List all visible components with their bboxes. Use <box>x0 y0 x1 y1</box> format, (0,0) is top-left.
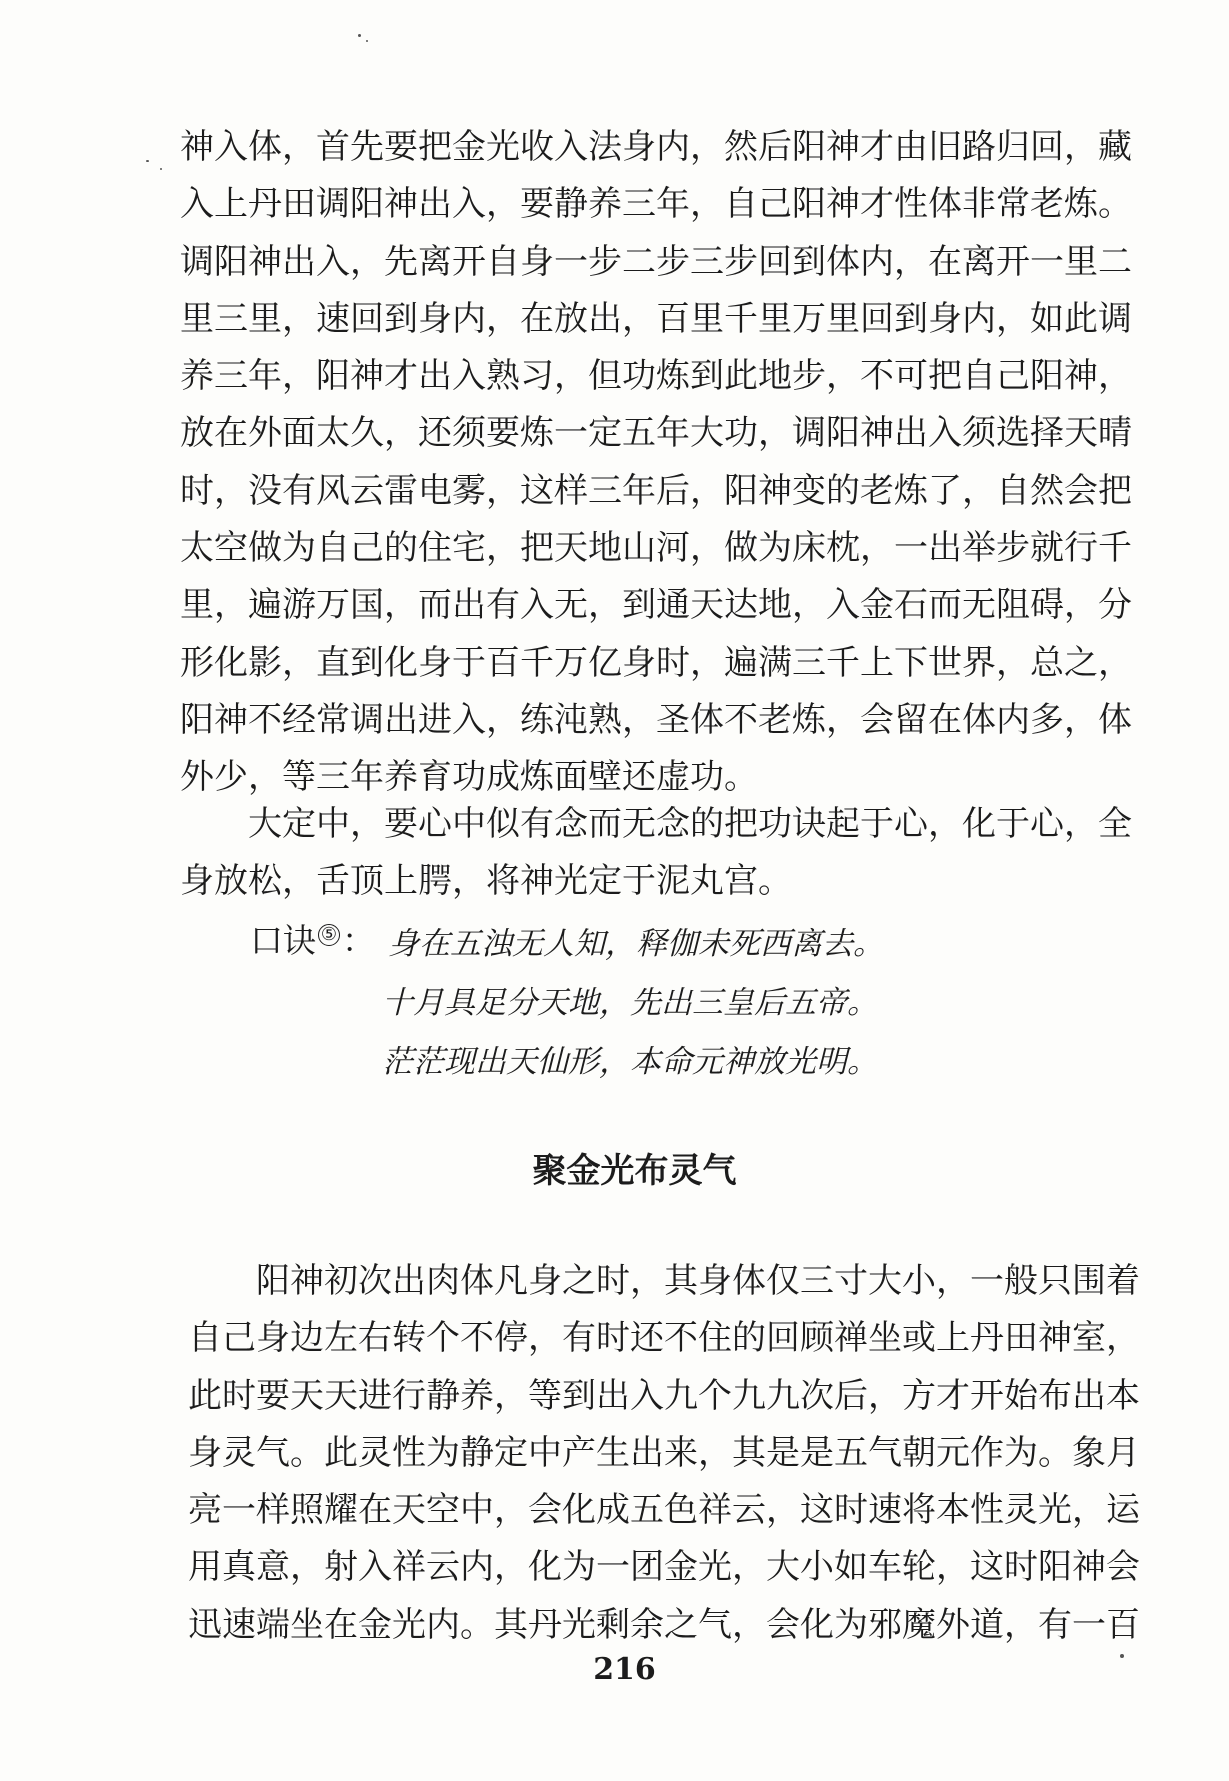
section-title: 聚金光布灵气 <box>532 1151 737 1191</box>
verse-line: 茫茫现出天仙形，本命元神放光明。 <box>382 1044 878 1080</box>
text-line: 此时要天天进行静养，等到出入九个九九次后，方才开始布出本 <box>188 1375 1140 1416</box>
text-line: 阳神不经常调出进入，练沌熟，圣体不老炼，会留在体内多，体 <box>180 699 1132 740</box>
text-line: 太空做为自己的住宅，把天地山河，做为床枕，一出举步就行千 <box>180 528 1132 569</box>
paragraph-2 <box>180 796 1132 911</box>
text-line: 形化影，直到化身于百千万亿身时，遍满三千上下世界，总之， <box>180 642 1132 683</box>
text-line: 外少，等三年养育功成炼面壁还虚功。 <box>180 757 758 798</box>
verse-line: 十月具足分天地，先出三皇后五帝。 <box>382 985 878 1021</box>
text-line: 用真意，射入祥云内，化为一团金光，大小如车轮，这时阳神会 <box>188 1547 1140 1588</box>
text-line: 入上丹田调阳神出入，要静养三年，自己阳神才性体非常老炼。 <box>180 184 1132 225</box>
scan-speck <box>146 160 149 162</box>
scan-speck <box>358 34 361 37</box>
text-line: 放在外面太久，还须要炼一定五年大功，调阳神出入须选择天晴 <box>180 413 1132 454</box>
text-line: 身放松，舌顶上腭，将神光定于泥丸宫。 <box>180 861 792 902</box>
verse-label-text: 口诀 <box>250 921 316 960</box>
text-line: 身灵气。此灵性为静定中产生出来，其是是五气朝元作为。象月 <box>188 1432 1140 1473</box>
text-line: 迅速端坐在金光内。其丹光剩余之气，会化为邪魔外道，有一百 <box>188 1604 1140 1645</box>
text-line: 调阳神出入，先离开自身一步二步三步回到体内，在离开一里二 <box>180 241 1132 282</box>
paragraph-1 <box>180 119 1132 807</box>
paragraph-3 <box>188 1253 1140 1654</box>
text-line: 自己身边左右转个不停，有时还不住的回顾禅坐或上丹田神室， <box>188 1318 1140 1359</box>
text-line: 神入体，首先要把金光收入法身内，然后阳神才由旧路归回，藏 <box>180 127 1132 167</box>
text-line: 养三年，阳神才出入熟习，但功炼到此地步，不可把自己阳神， <box>180 356 1132 397</box>
text-line: 时，没有风云雷电雾，这样三年后，阳神变的老炼了，自然会把 <box>180 470 1132 511</box>
text-line: 里三里，速回到身内，在放出，百里千里万里回到身内，如此调 <box>180 298 1132 339</box>
text-line: 里，遍游万国，而出有入无，到通天达地，入金石而无阻碍，分 <box>180 585 1132 626</box>
verse-separator: ： <box>342 921 375 960</box>
scan-speck <box>160 168 162 170</box>
page-number: 216 <box>593 1652 656 1687</box>
text-line: 亮一样照耀在天空中，会化成五色祥云，这时速将本性灵光，运 <box>188 1490 1140 1531</box>
footnote-marker[interactable]: ⑤ <box>318 924 340 946</box>
text-line: 大定中，要心中似有念而无念的把功诀起于心，化于心，全 <box>248 804 1132 844</box>
verse-label <box>250 915 375 962</box>
text-line: 阳神初次出肉体凡身之时，其身体仅三寸大小，一般只围着 <box>256 1261 1140 1301</box>
verse-line: 身在五浊无人知，释伽未死西离去。 <box>388 926 884 962</box>
scan-speck <box>366 40 368 42</box>
